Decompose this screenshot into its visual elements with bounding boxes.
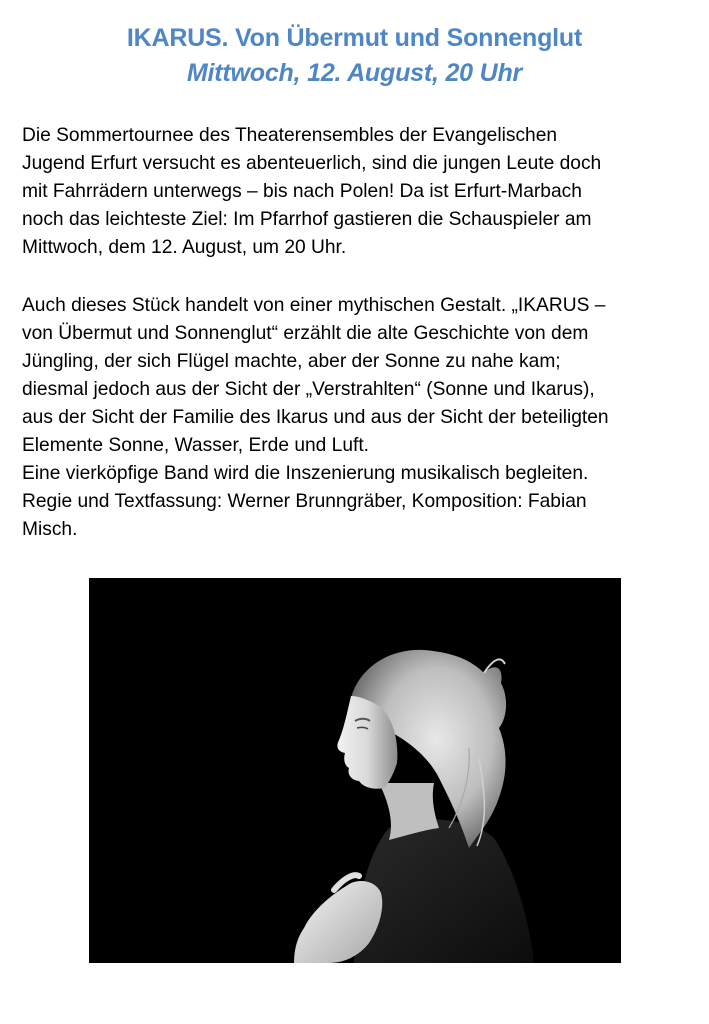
paragraph-play-description — [22, 292, 692, 544]
text-line: Auch dieses Stück handelt von einer mythischen Gestalt. „IKARUS – — [22, 295, 606, 316]
event-date-subtitle: Mittwoch, 12. August, 20 Uhr — [186, 59, 523, 87]
paragraph-tour-intro — [22, 122, 692, 262]
text-line: Misch. — [22, 519, 78, 540]
text-line: diesmal jedoch aus der Sicht der „Verstrahlten“ (Sonne und Ikarus), — [22, 379, 595, 400]
actress-profile-photo — [89, 578, 621, 963]
text-line: Elemente Sonne, Wasser, Erde und Luft. — [22, 435, 369, 456]
text-line: mit Fahrrädern unterwegs – bis nach Polen! Da ist Erfurt-Marbach — [22, 181, 582, 202]
text-line: noch das leichteste Ziel: Im Pfarrhof gastieren die Schauspieler am — [22, 209, 592, 230]
page-title: IKARUS. Von Übermut und Sonnenglut — [126, 24, 583, 52]
text-line: Eine vierköpfige Band wird die Inszenierung musikalisch begleiten. — [22, 463, 589, 484]
text-line: Jüngling, der sich Flügel machte, aber der Sonne zu nahe kam; — [22, 351, 561, 372]
text-line: aus der Sicht der Familie des Ikarus und aus der Sicht der beteiligten — [22, 407, 609, 428]
text-line: Regie und Textfassung: Werner Brunngräber, Komposition: Fabian — [22, 491, 587, 512]
photo-illustration — [89, 578, 621, 963]
text-line: Mittwoch, dem 12. August, um 20 Uhr. — [22, 237, 347, 258]
text-line: von Übermut und Sonnenglut“ erzählt die alte Geschichte von dem — [22, 323, 589, 344]
text-line: Die Sommertournee des Theaterensembles der Evangelischen — [22, 125, 558, 146]
text-line: Jugend Erfurt versucht es abenteuerlich, sind die jungen Leute doch — [22, 153, 602, 174]
